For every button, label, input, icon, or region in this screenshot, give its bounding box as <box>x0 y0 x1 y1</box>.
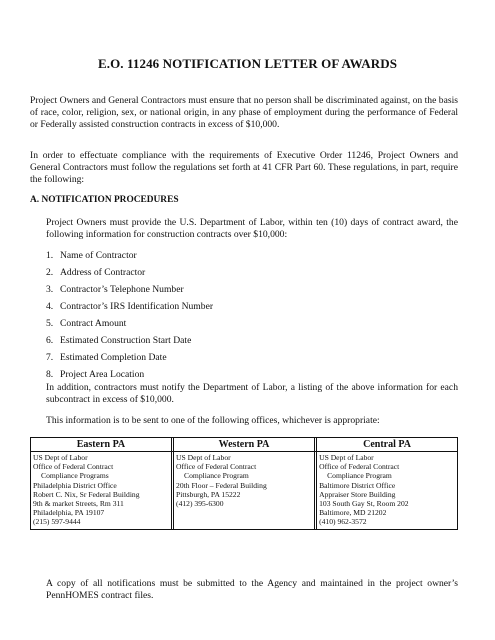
address-line: Philadelphia District Office <box>33 480 117 490</box>
address-line: Pittsburgh, PA 15222 <box>176 489 241 499</box>
address-line: (412) 395-6300 <box>176 499 224 509</box>
list-item-text: Project Area Location <box>60 369 145 380</box>
central-pa-header: Central PA <box>317 438 458 452</box>
list-item <box>46 318 213 335</box>
subcontract-paragraph: In addition, contractors must notify the Department of Labor, a listing of the above information for each subcontract in excess of $10,000. <box>46 382 458 405</box>
list-item <box>46 250 213 267</box>
list-item <box>46 267 213 284</box>
address-line: Compliance Programs <box>41 471 109 481</box>
address-line: US Dept of Labor <box>319 453 374 462</box>
western-pa-header: Western PA <box>174 438 315 452</box>
address-line: US Dept of Labor <box>33 453 88 462</box>
list-item-number: 7. <box>46 352 54 363</box>
address-line: Philadelphia, PA 19107 <box>33 508 105 518</box>
list-item-text: Contractor’s Telephone Number <box>60 284 184 295</box>
list-item-text: Estimated Construction Start Date <box>60 335 192 346</box>
list-item-number: 4. <box>46 301 54 312</box>
section-a-heading: A. NOTIFICATION PROCEDURES <box>30 195 179 205</box>
eastern-pa-header: Eastern PA <box>31 438 172 452</box>
list-item-number: 3. <box>46 284 54 295</box>
address-line: (215) 597-9444 <box>33 517 81 527</box>
list-item-number: 2. <box>46 267 54 278</box>
intro-paragraph: Project Owners and General Contractors must ensure that no person shall be discriminated against, on the basis of race, color, religion, sex, or national origin, in any phase of employment during the performance of Federal or Federally assisted construction contracts in excess of $10,000. <box>30 95 458 130</box>
address-line: Robert C. Nix, Sr Federal Building <box>33 489 140 499</box>
address-line: Baltimore, MD 21202 <box>319 508 387 518</box>
offices-address-row <box>31 452 458 530</box>
address-line: Compliance Program <box>184 471 249 481</box>
compliance-paragraph: In order to effectuate compliance with the requirements of Executive Order 11246, Project Owners and General Contractors must follow the regulations set forth at 41 CFR Part 60. These regulations, in part, require the following: <box>30 150 458 185</box>
address-line: 9th & market Streets, Rm 311 <box>33 499 124 509</box>
list-item <box>46 335 213 352</box>
send-to-paragraph: This information is to be sent to one of the following offices, whichever is appropriate: <box>46 415 380 426</box>
address-line: Appraiser Store Building <box>319 489 396 499</box>
central-pa-address <box>317 452 458 530</box>
address-line: (410) 962-3572 <box>319 517 367 527</box>
list-item-text: Name of Contractor <box>60 250 137 261</box>
offices-header-row <box>31 438 458 452</box>
list-item <box>46 352 213 369</box>
address-line: Compliance Program <box>327 471 392 481</box>
notification-items-list <box>46 250 213 386</box>
list-item <box>46 284 213 301</box>
list-item-number: 1. <box>46 250 54 261</box>
document-title: E.O. 11246 NOTIFICATION LETTER OF AWARDS <box>97 56 398 71</box>
list-item-text: Estimated Completion Date <box>60 352 167 363</box>
address-line: Baltimore District Office <box>319 480 396 490</box>
address-line: 103 South Gay St, Room 202 <box>319 499 409 509</box>
closing-paragraph: A copy of all notifications must be submitted to the Agency and maintained in the project owner’s PennHOMES contract files. <box>46 578 458 601</box>
list-item-text: Contractor’s IRS Identification Number <box>60 301 214 312</box>
address-line: Office of Federal Contract <box>176 462 257 472</box>
address-line: 20th Floor – Federal Building <box>176 480 267 490</box>
address-line: US Dept of Labor <box>176 453 231 462</box>
list-item-text: Address of Contractor <box>60 267 146 278</box>
list-item <box>46 301 213 318</box>
address-line: Office of Federal Contract <box>319 462 400 472</box>
eastern-pa-address <box>31 452 172 530</box>
list-item-text: Contract Amount <box>60 318 127 329</box>
list-item-number: 5. <box>46 318 54 329</box>
offices-table <box>30 437 458 530</box>
address-line: Office of Federal Contract <box>33 462 114 472</box>
western-pa-address <box>174 452 315 530</box>
section-a-lead-paragraph: Project Owners must provide the U.S. Department of Labor, within ten (10) days of contract award, the following information for construction contracts over $10,000: <box>46 217 458 240</box>
list-item-number: 8. <box>46 369 54 380</box>
list-item-number: 6. <box>46 335 54 346</box>
